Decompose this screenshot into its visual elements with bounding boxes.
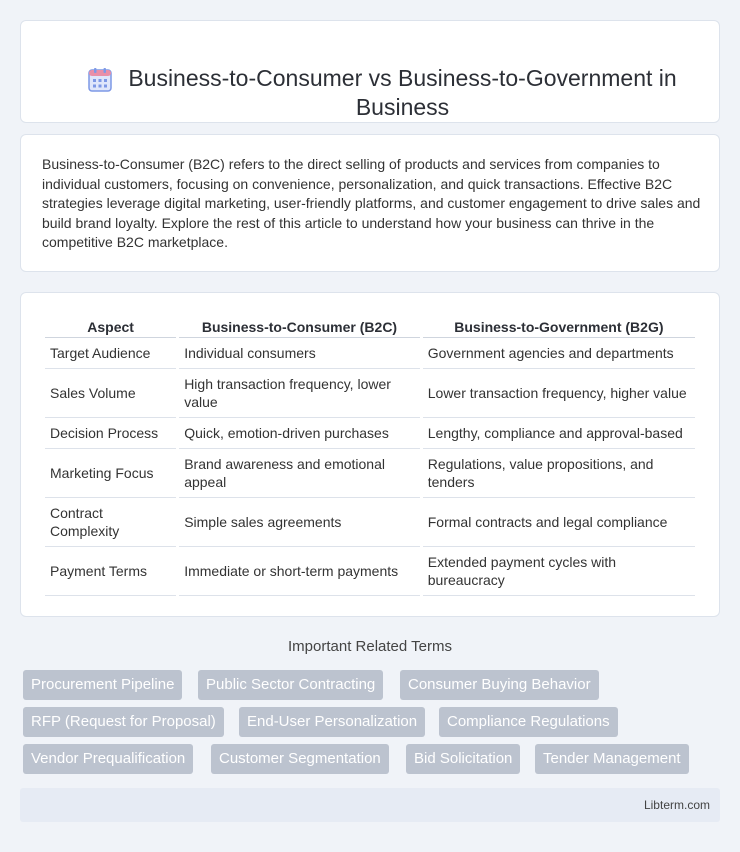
row-aspect: Sales Volume <box>45 369 176 418</box>
intro-card <box>20 134 720 272</box>
table-header-row <box>45 316 695 338</box>
row-aspect: Payment Terms <box>45 547 176 596</box>
related-term-tag[interactable]: Vendor Prequalification <box>23 744 193 774</box>
comparison-table <box>42 316 698 596</box>
row-aspect: Decision Process <box>45 418 176 449</box>
row-b2g: Lower transaction frequency, higher value <box>423 369 695 418</box>
table-row <box>45 547 695 596</box>
column-header-b2g: Business-to-Government (B2G) <box>423 316 695 338</box>
table-row <box>45 449 695 498</box>
row-b2c: Immediate or short-term payments <box>179 547 420 596</box>
footer-brand[interactable]: Libterm.com <box>643 798 710 812</box>
footer <box>20 788 720 822</box>
related-term-tag[interactable]: RFP (Request for Proposal) <box>23 707 224 737</box>
related-term-tag[interactable]: Bid Solicitation <box>406 744 520 774</box>
column-header-aspect: Aspect <box>45 316 176 338</box>
related-terms-heading: Important Related Terms <box>288 638 452 655</box>
page-title: Business-to-Consumer vs Business-to-Government in Business <box>128 65 677 120</box>
intro-paragraph: Business-to-Consumer (B2C) refers to the direct selling of products and services from companies to individual customers, focusing on convenience, personalization, and quick transactions. Effective B2C strategies leverage digital marketing, user-friendly platforms, and customer engagement to drive sales and build brand loyalty. Explore the rest of this article to understand how your business can thrive in the competitive B2C marketplace. <box>42 156 701 251</box>
table-row <box>45 369 695 418</box>
row-aspect: Contract Complexity <box>45 498 176 547</box>
table-row <box>45 338 695 369</box>
row-b2g: Government agencies and departments <box>423 338 695 369</box>
related-term-tag[interactable]: Compliance Regulations <box>439 707 618 737</box>
row-b2g: Extended payment cycles with bureaucracy <box>423 547 695 596</box>
column-header-b2c: Business-to-Consumer (B2C) <box>179 316 420 338</box>
title-card <box>20 20 720 123</box>
row-b2g: Regulations, value propositions, and tenders <box>423 449 695 498</box>
row-b2g: Formal contracts and legal compliance <box>423 498 695 547</box>
row-b2c: Simple sales agreements <box>179 498 420 547</box>
row-b2c: Brand awareness and emotional appeal <box>179 449 420 498</box>
related-term-tag[interactable]: Tender Management <box>535 744 689 774</box>
table-row <box>45 418 695 449</box>
related-term-tag[interactable]: End-User Personalization <box>239 707 425 737</box>
row-aspect: Marketing Focus <box>45 449 176 498</box>
row-aspect: Target Audience <box>45 338 176 369</box>
table-row <box>45 498 695 547</box>
comparison-card <box>20 292 720 617</box>
row-b2c: High transaction frequency, lower value <box>179 369 420 418</box>
calendar-icon <box>87 67 113 93</box>
row-b2g: Lengthy, compliance and approval-based <box>423 418 695 449</box>
related-term-tag[interactable]: Consumer Buying Behavior <box>400 670 599 700</box>
related-term-tag[interactable]: Public Sector Contracting <box>198 670 383 700</box>
related-term-tag[interactable]: Procurement Pipeline <box>23 670 182 700</box>
row-b2c: Individual consumers <box>179 338 420 369</box>
related-term-tag[interactable]: Customer Segmentation <box>211 744 389 774</box>
row-b2c: Quick, emotion-driven purchases <box>179 418 420 449</box>
